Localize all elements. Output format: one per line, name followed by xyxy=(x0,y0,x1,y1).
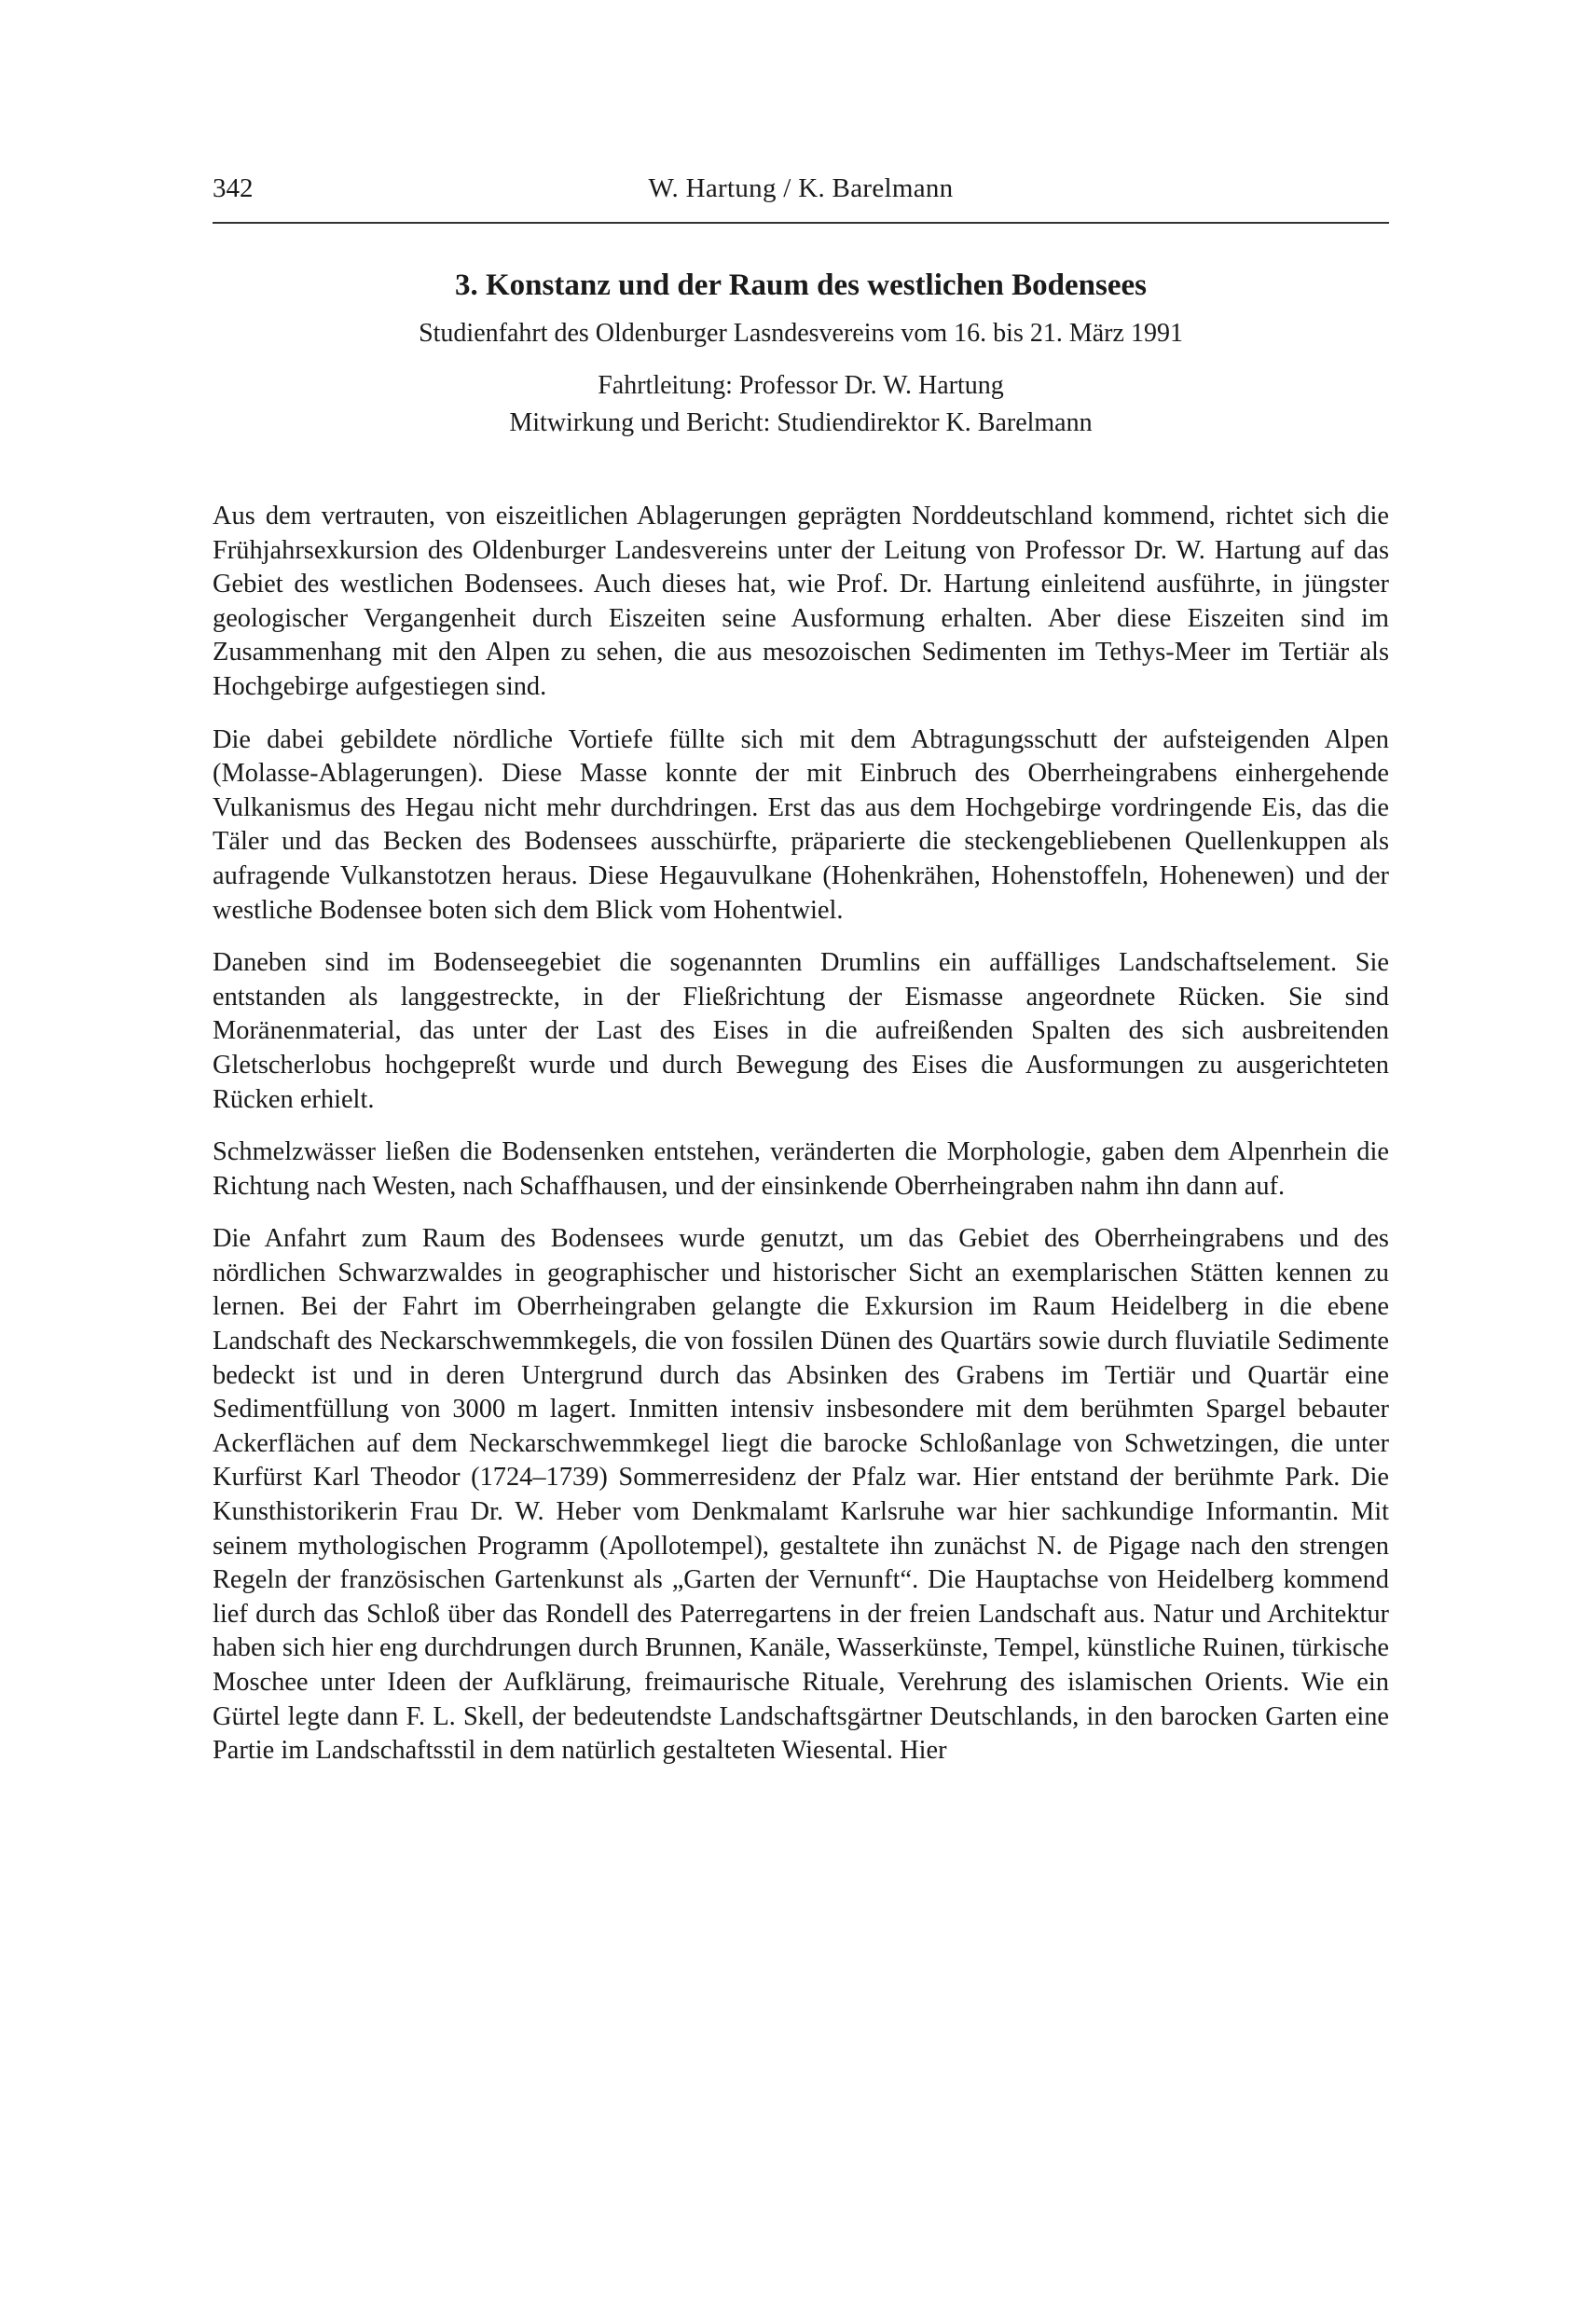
page xyxy=(213,168,1389,1787)
trip-leadership: Fahrtleitung: Professor Dr. W. Hartung xyxy=(598,371,1004,400)
report-credit: Mitwirkung und Bericht: Studiendirektor K. Barelmann xyxy=(509,408,1093,437)
paragraph: Die Anfahrt zum Raum des Bodensees wurde genutzt, um das Gebiet des Oberrheingrabens und des nördlichen Schwarzwaldes in geographischer und historischer Sicht an exemplarischen Stätten kennen zu lernen. Bei der Fahrt im Oberrheingraben gelangte die Exkursion im Raum Heidelberg in die ebene Landschaft des Neckarschwemmkegels, die von fossilen Dünen des Quartärs sowie durch fluviatile Sedimente bedeckt ist und in deren Untergrund durch das Absinken des Grabens im Tertiär und Quartär eine Sedimentfüllung von 3000 m lagert. Inmitten intensiv insbesondere mit dem berühmten Spargel bebauter Ackerflächen auf dem Neckarschwemmkegel liegt die barocke Schloßanlage von Schwetzingen, die unter Kurfürst Karl Theodor (1724–1739) Sommerresidenz der Pfalz war. Hier entstand der berühmte Park. Die Kunsthistorikerin Frau Dr. W. Heber vom Denkmalamt Karlsruhe war hier sachkundige Informantin. Mit seinem mythologischen Programm (Apollotempel), gestaltete ihn zunächst N. de Pigage nach den strengen Regeln der französischen Gartenkunst als „Garten der Vernunft“. Die Hauptachse von Heidelberg kommend lief durch das Schloß über das Rondell des Paterregartens in der freien Landschaft aus. Natur und Architektur haben sich hier eng durchdrungen durch Brunnen, Kanäle, Wasserkünste, Tempel, künstliche Ruinen, türkische Moschee unter Ideen der Aufklärung, freimaurische Rituale, Verehrung des islamischen Orients. Wie ein Gürtel legte dann F. L. Skell, der bedeutendste Landschaftsgärtner Deutschlands, in den barocken Garten eine Partie im Landschaftsstil in dem natürlich gestalteten Wiesental. Hier xyxy=(213,1224,1389,1766)
body-text xyxy=(213,500,1389,1768)
running-head xyxy=(213,168,1389,209)
running-title: W. Hartung / K. Barelmann xyxy=(648,173,954,203)
page-number: 342 xyxy=(213,173,254,203)
section-title: 3. Konstanz und der Raum des westlichen Bodensees xyxy=(455,268,1147,302)
paragraph: Aus dem vertrauten, von eiszeitlichen Ablagerungen geprägten Norddeutschland kommend, richtet sich die Frühjahrsexkursion des Oldenburger Landesvereins unter der Leitung von Professor Dr. W. Hartung auf das Gebiet des westlichen Bodensees. Auch dieses hat, wie Prof. Dr. Hartung einleitend ausführte, in jüngster geologischer Vergangenheit durch Eiszeiten seine Ausformung erhalten. Aber diese Eiszeiten sind im Zusammenhang mit den Alpen zu sehen, die aus mesozoischen Sedimenten im Tethys-Meer im Tertiär als Hochgebirge aufgestiegen sind. xyxy=(213,502,1389,701)
section-subtitle: Studienfahrt des Oldenburger Lasndesvereins vom 16. bis 21. März 1991 xyxy=(419,319,1183,348)
header-rule xyxy=(213,222,1389,224)
paragraph: Die dabei gebildete nördliche Vortiefe füllte sich mit dem Abtragungsschutt der aufsteigenden Alpen (Molasse-Ablagerungen). Diese Masse konnte der mit Einbruch des Oberrheingrabens einhergehende Vulkanismus des Hegau nicht mehr durchdringen. Erst das aus dem Hochgebirge vordringende Eis, das die Täler und das Becken des Bodensees ausschürfte, präparierte die steckengebliebenen Quellenkuppen als aufragende Vulkanstotzen heraus. Diese Hegauvulkane (Hohenkrähen, Hohenstoffeln, Hohenewen) und der westliche Bodensee boten sich dem Blick vom Hohentwiel. xyxy=(213,724,1389,925)
paragraph: Daneben sind im Bodenseegebiet die sogenannten Drumlins ein auffälliges Landschaftselement. Sie entstanden als langgestreckte, in der Fließrichtung der Eismasse angeordnete Rücken. Sie sind Moränenmaterial, das unter der Last des Eises in die aufreißenden Spalten des sich ausbreitenden Gletscherlobus hochgepreßt wurde und durch Bewegung des Eises die Ausformungen zu ausgerichteten Rücken erhielt. xyxy=(213,948,1389,1114)
paragraph: Schmelzwässer ließen die Bodensenken entstehen, veränderten die Morphologie, gaben dem Alpenrhein die Richtung nach Westen, nach Schaffhausen, und der einsinkende Oberrheingraben nahm ihn dann auf. xyxy=(213,1137,1389,1201)
